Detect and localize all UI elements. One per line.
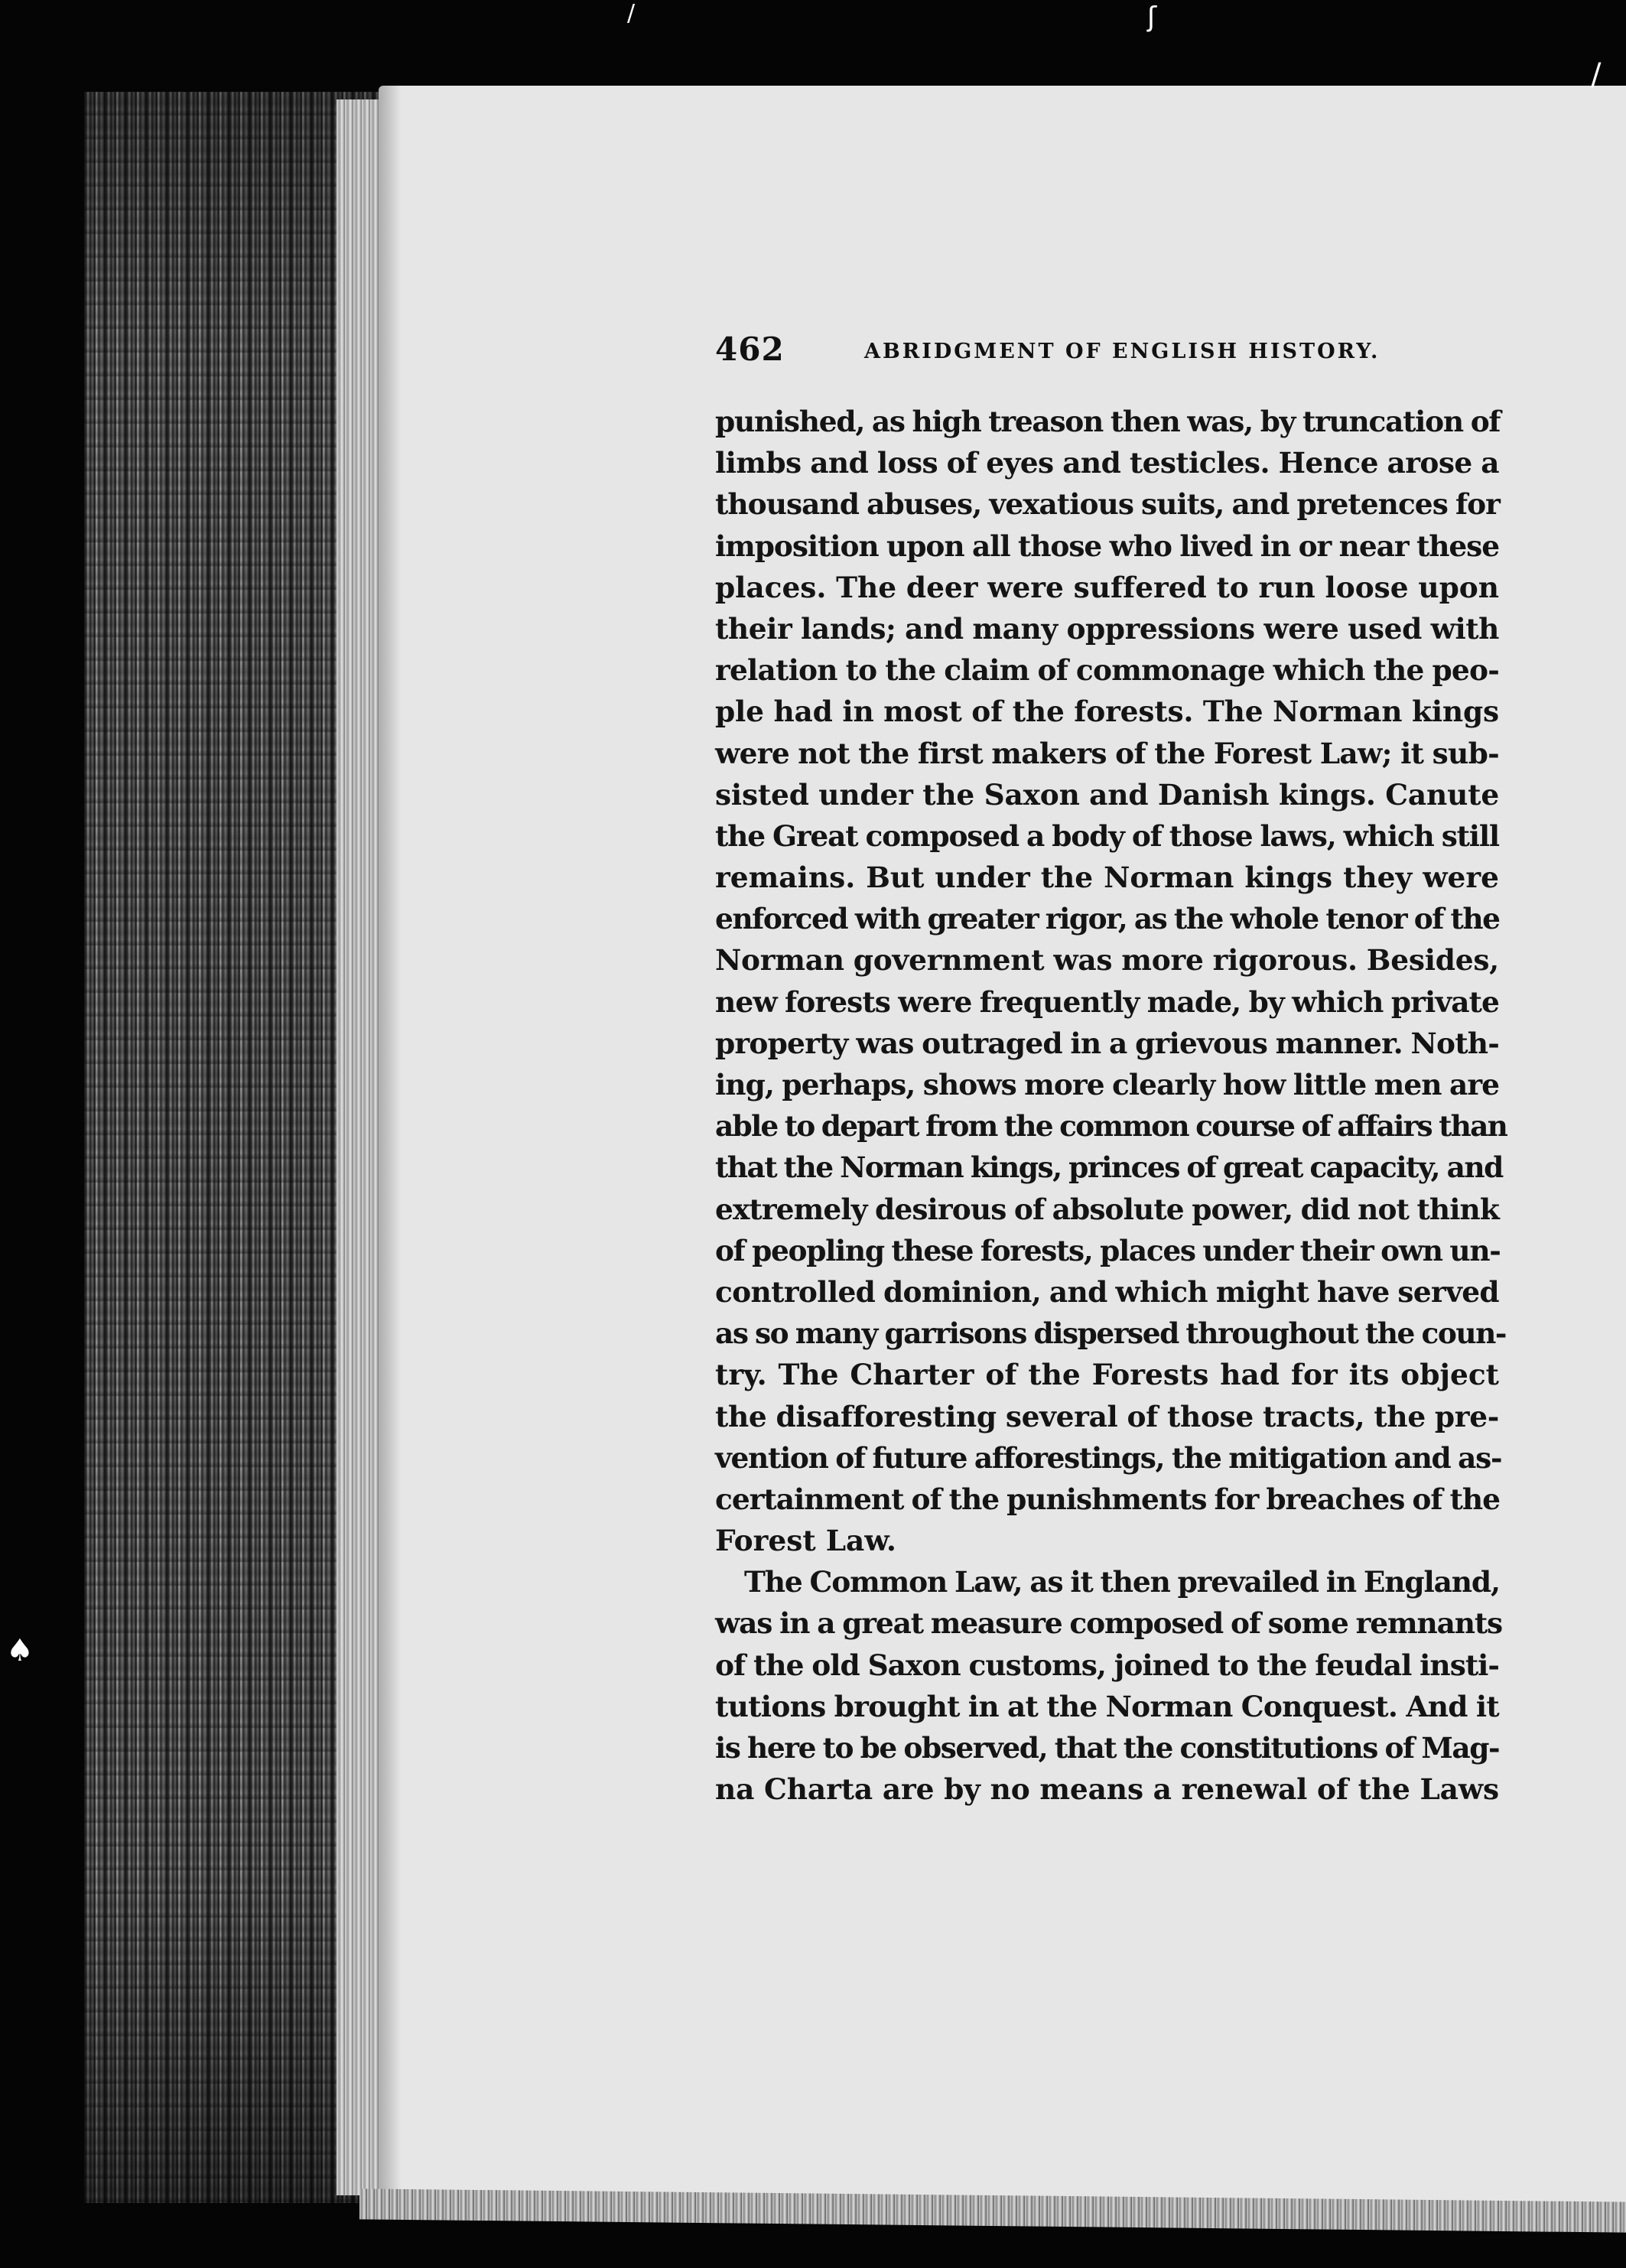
paragraph-forest-law — [715, 401, 1507, 1561]
text-line: punished, as high treason then was, by truncation of — [715, 405, 1501, 438]
text-line: the disafforesting several of those tracts, the pre- — [715, 1399, 1499, 1433]
text-line: certainment of the punishments for breaches of the — [715, 1482, 1500, 1516]
text-line: extremely desirous of absolute power, did not think — [715, 1192, 1499, 1226]
text-line: property was outraged in a grievous manner. Noth- — [715, 1026, 1499, 1060]
scan-speck-mark: / — [1591, 57, 1602, 93]
page-header — [715, 330, 1499, 384]
text-line: The Common Law, as it then prevailed in England, — [744, 1565, 1500, 1599]
fore-edge-shading — [84, 92, 379, 2203]
scan-speck-mark: ♠ — [6, 1633, 34, 1668]
text-line: their lands; and many oppressions were used with — [715, 611, 1499, 646]
text-line: enforced with greater rigor, as the whole tenor of the — [715, 902, 1500, 936]
text-line: remains. But under the Norman kings they were — [715, 861, 1499, 895]
text-line: were not the first makers of the Forest Law; it sub- — [715, 736, 1499, 770]
text-line: is here to be observed, that the constitutions of Mag- — [715, 1731, 1500, 1765]
paragraph-common-law — [715, 1561, 1502, 1810]
text-line: imposition upon all those who lived in or near these — [715, 529, 1499, 563]
text-line: sisted under the Saxon and Danish kings. Canute — [715, 777, 1499, 812]
text-line: was in a great measure composed of some remnants — [715, 1606, 1502, 1641]
text-line: that the Norman kings, princes of great capacity, and — [715, 1150, 1503, 1185]
text-line: the Great composed a body of those laws, which still — [715, 818, 1499, 853]
text-line: try. The Charter of the Forests had for its object — [715, 1358, 1499, 1392]
text-line: thousand abuses, vexatious suits, and pretences for — [715, 487, 1500, 522]
text-line: tutions brought in at the Norman Conquest. And it — [715, 1689, 1499, 1723]
running-head: ABRIDGMENT OF ENGLISH HISTORY. — [864, 340, 1380, 363]
text-line: limbs and loss of eyes and testicles. Hence arose a — [715, 446, 1499, 480]
body-text — [715, 401, 1507, 1810]
text-line: na Charta are by no means a renewal of the Laws — [715, 1772, 1499, 1807]
text-line: Forest Law. — [715, 1524, 896, 1558]
page-gutter-shadow — [379, 86, 402, 2216]
scan-speck-mark: / — [627, 0, 636, 27]
page-number: 462 — [715, 330, 785, 368]
scan-speck-mark: ʃ — [1147, 2, 1157, 33]
text-line: ing, perhaps, shows more clearly how little men are — [715, 1068, 1499, 1101]
text-line: places. The deer were suffered to run loose upon — [715, 570, 1499, 604]
text-line: of the old Saxon customs, joined to the feudal insti- — [715, 1648, 1499, 1682]
text-line: able to depart from the common course of affairs than — [715, 1109, 1507, 1144]
text-line: Norman government was more rigorous. Besides, — [715, 943, 1499, 978]
text-line: relation to the claim of commonage which the peo- — [715, 653, 1499, 688]
fore-edge-highlight — [337, 99, 379, 2195]
text-line: controlled dominion, and which might have served — [715, 1274, 1499, 1309]
text-line: new forests were frequently made, by which private — [715, 984, 1499, 1019]
text-line: as so many garrisons dispersed throughout the coun- — [715, 1316, 1507, 1351]
text-line: ple had in most of the forests. The Norman kings — [715, 695, 1499, 729]
text-line: vention of future afforestings, the mitigation and as- — [715, 1440, 1502, 1475]
text-line: of peopling these forests, places under their own un- — [715, 1233, 1501, 1267]
